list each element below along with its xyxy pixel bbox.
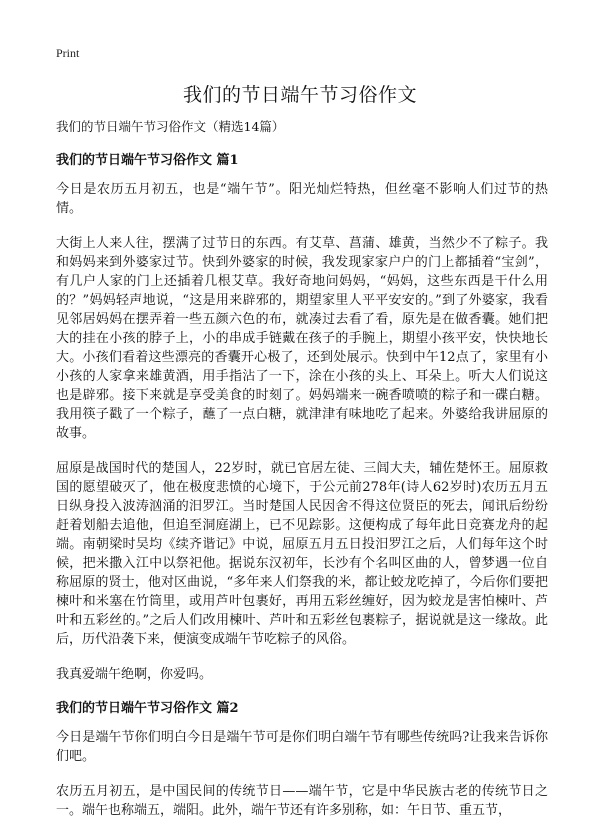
paragraph: 我真爱端午绝啊，你爱吗。 <box>56 667 213 682</box>
document-body <box>56 118 548 836</box>
paragraph: 今日是端午节你们明白今日是端午节可是你们明白端午节有哪些传统吗?让我来告诉你们吧。 <box>56 730 548 764</box>
paragraph: 大街上人来人往，摆满了过节日的东西。有艾草、菖蒲、雄黄，当然少不了粽子。我和妈妈来到外婆家过节。快到外婆家的时候，我发现家家户户的门上都插着“宝剑”，有几户人家的门上还插着几根艾草。我好奇地问妈妈，“妈妈，这些东西是干什么用的？”妈妈轻声地说，“这是用来辟邪的，期望家里人平平安安的。”到了外婆家，我看见邻居妈妈在摆弄着一些五颜六色的布，就凑过去看了看，原先是在做香囊。她们把大的挂在小孩的脖子上，小的串成手链戴在孩子的手腕上，期望小孩平安，快快地长大。小孩们看着这些漂亮的香囊开心极了，还到处展示。快到中午12点了，家里有小小孩的人家拿来雄黄酒，用手指沾了一下，涂在小孩的头上、耳朵上。听大人们说这也是辟邪。接下来就是享受美食的时刻了。妈妈端来一碗香喷喷的粽子和一碟白糖。我用筷子戳了一个粽子，蘸了一点白糖，就津津有味地吃了起来。外婆给我讲屈原的故事。 <box>56 236 548 441</box>
paragraph: 农历五月初五，是中国民间的传统节日——端午节，它是中华民族古老的传统节日之一。端午也称端五，端阳。此外，端午节还有许多别称，如：午日节、重五节， <box>56 784 548 818</box>
section-heading: 我们的节日端午节习俗作文 篇2 <box>56 701 239 716</box>
print-link[interactable]: Print <box>56 46 80 60</box>
paragraph: 屈原是战国时代的楚国人，22岁时，就已官居左徒、三闾大夫，辅佐楚怀王。屈原救国的愿望破灭了，他在极度悲愤的心境下，于公元前278年(诗人62岁时)农历五月五日纵身投入波涛汹涌的汨罗江。当时楚国人民因舍不得这位贤臣的死去，闻讯后纷纷赶着划船去追他，但追至洞庭湖上，已不见踪影。这便构成了每年此日竞赛龙舟的起端。南朝梁时吴均《续齐谐记》中说，屈原五月五日投汨罗江之后，人们每年这个时候，把米撒入江中以祭祀他。据说东汉初年，长沙有个名叫区曲的人，曾梦遇一位自称屈原的贤士，他对区曲说，“多年来人们祭我的米，都让蛟龙吃掉了，今后你们要把楝叶和米塞在竹筒里，或用芦叶包裹好，再用五彩丝缠好，因为蛟龙是害怕楝叶、芦叶和五彩丝的。”之后人们改用楝叶、芦叶和五彩丝包裹粽子，据说就是这一缘故。此后，历代沿袭下来，便演变成端午节吃粽子的风俗。 <box>56 461 548 647</box>
document-title: 我们的节日端午节习俗作文 <box>182 84 417 106</box>
section-2 <box>56 700 548 820</box>
document-subtitle: 我们的节日端午节习俗作文（精选14篇） <box>56 119 285 134</box>
section-heading: 我们的节日端午节习俗作文 篇1 <box>56 153 239 168</box>
section-1 <box>56 152 548 684</box>
paragraph: 今日是农历五月初五，也是“端午节”。阳光灿烂特热，但丝毫不影响人们过节的热情。 <box>56 182 548 216</box>
